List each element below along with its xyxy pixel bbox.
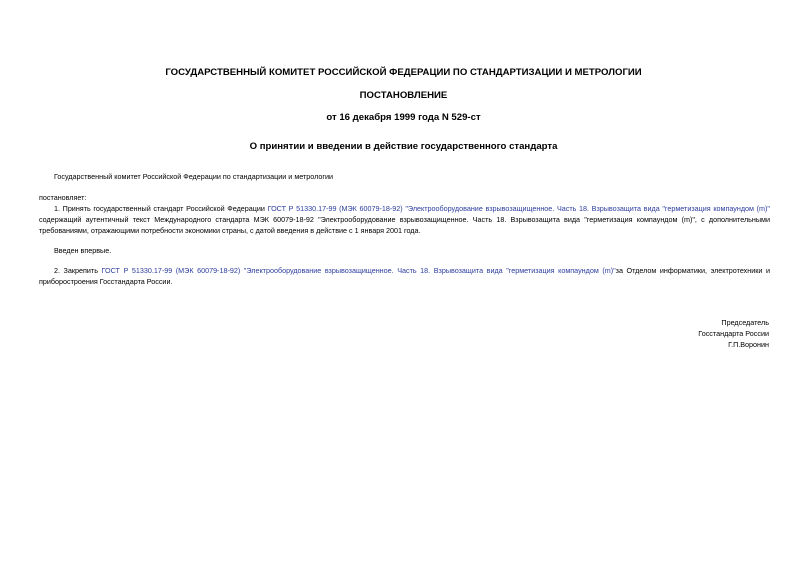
introduced-paragraph: Введен впервые. [54, 246, 112, 255]
signature-name: Г.П.Воронин [728, 340, 769, 349]
intro-paragraph: Государственный комитет Российской Федерации по стандартизации и метрологии [54, 172, 334, 181]
signature-organization: Госстандарта России [698, 329, 769, 338]
subject-heading: О принятии и введении в действие государственного стандарта [249, 141, 558, 152]
resolves-paragraph: постановляет: [39, 193, 87, 202]
gost-link-item-1[interactable]: ГОСТ Р 51330.17-99 (МЭК 60079-18-92) "Электрооборудование взрывозащищенное. Часть 18. Взрывозащита вида "герметизация компаундом (m)" [267, 204, 770, 213]
item-1-suffix: содержащий аутентичный текст Международного стандарта МЭК 60079-18-92 "Электрооборудование взрывозащищенное. Часть 18. Взрывозащита вида "герметизация компаундом (m)", с дополнительными требованиями, отражающими потребности экономики страны, с датой введения в действие с 1 января 2001 года. [39, 215, 770, 236]
item-1-paragraph [39, 203, 770, 237]
organization-heading: ГОСУДАРСТВЕННЫЙ КОМИТЕТ РОССИЙСКОЙ ФЕДЕРАЦИИ ПО СТАНДАРТИЗАЦИИ И МЕТРОЛОГИИ [165, 67, 642, 78]
gost-link-item-2[interactable]: ГОСТ Р 51330.17-99 (МЭК 60079-18-92) "Электрооборудование взрывозащищенное. Часть 18. Взрывозащита вида "герметизация компаундом (m)" [101, 266, 616, 275]
item-2-suffix: за Отделом информатики, электротехники и приборостроения Госстандарта России. [39, 266, 770, 287]
item-1-prefix: 1. Принять государственный стандарт Российской Федерации [54, 204, 268, 213]
signature-title: Председатель [721, 318, 769, 327]
signature-block [698, 317, 769, 350]
document-type-heading: ПОСТАНОВЛЕНИЕ [359, 90, 448, 101]
date-number-heading: от 16 декабря 1999 года N 529-ст [326, 112, 481, 123]
item-2-prefix: 2. Закрепить [54, 266, 102, 275]
item-2-paragraph [39, 265, 770, 287]
